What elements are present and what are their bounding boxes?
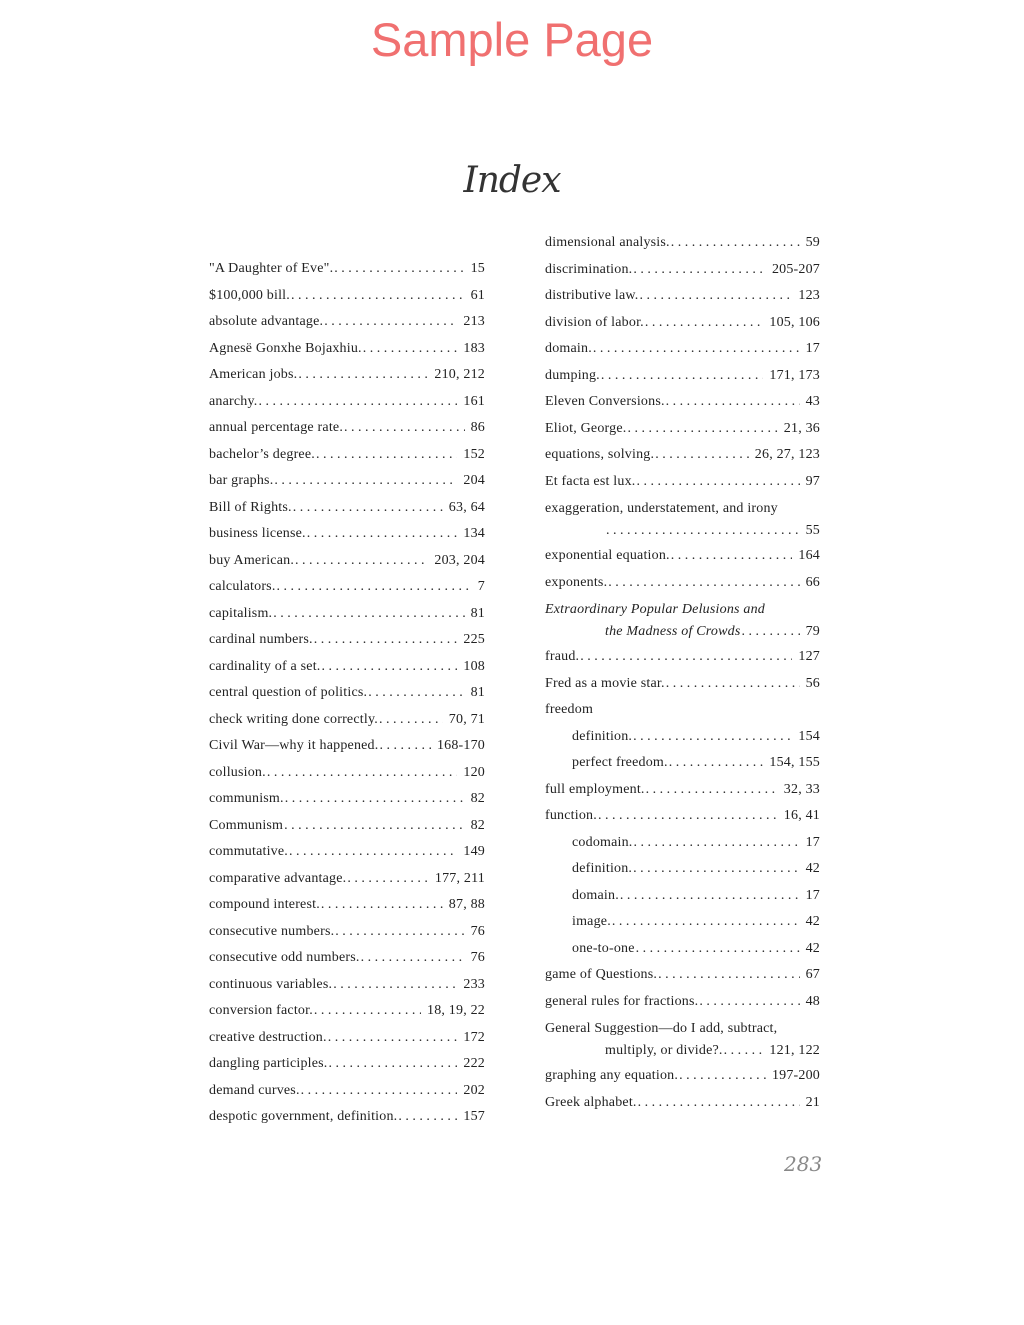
index-entry: American jobs. . . . 210, 212 [209, 362, 485, 389]
index-entry: business license. . . . 134 [209, 521, 485, 548]
sample-page-watermark: Sample Page [370, 13, 654, 66]
index-entry-exponents: exponents. . . . 66 [545, 570, 820, 597]
index-entry: commutative. . . . 149 [209, 839, 485, 866]
index-entry: bachelor’s degree. . . . 152 [209, 442, 485, 469]
index-subentry-image: image. . . . 42 [545, 909, 820, 936]
index-right-column [545, 230, 820, 1116]
index-entry: buy American. . . . 203, 204 [209, 548, 485, 575]
index-entry: Agnesë Gonxhe Bojaxhiu. . . . 183 [209, 336, 485, 363]
index-entry: compound interest. . . . 87, 88 [209, 892, 485, 919]
index-entry-et-facta-est-lux: Et facta est lux. . . . 97 [545, 469, 820, 496]
index-subentry-function-definition: definition. . . . 42 [545, 856, 820, 883]
index-subentry-one-to-one: one-to-one . . . 42 [545, 936, 820, 963]
index-entry: absolute advantage. . . . 213 [209, 309, 485, 336]
index-entry-general-rules-fractions: general rules for fractions. . . . 48 [545, 989, 820, 1016]
index-entry: demand curves. . . . 202 [209, 1078, 485, 1105]
index-entry-dimensional-analysis: dimensional analysis. . . . 59 [545, 230, 820, 257]
index-entry: Civil War—why it happened. . . . 168-170 [209, 733, 485, 760]
index-subentry-codomain: codomain. . . . 17 [545, 830, 820, 857]
index-entry: comparative advantage. . . . 177, 211 [209, 866, 485, 893]
index-left-column [209, 256, 485, 1131]
index-subentry-function-domain: domain. . . . 17 [545, 883, 820, 910]
index-entry: creative destruction. . . . 172 [209, 1025, 485, 1052]
index-title: Index [463, 160, 561, 201]
index-entry-fred-movie-star: Fred as a movie star. . . . 56 [545, 671, 820, 698]
index-entry-graphing-any-equation: graphing any equation. . . . 197-200 [545, 1063, 820, 1090]
index-entry-general-suggestion-continued: multiply, or divide?. . . . 121, 122 [545, 1039, 820, 1063]
index-entry: communism. . . . 82 [209, 786, 485, 813]
index-entry-function: function. . . . 16, 41 [545, 803, 820, 830]
index-entry-freedom: freedom [545, 702, 594, 717]
index-entry: continuous variables. . . . 233 [209, 972, 485, 999]
index-entry-eleven-conversions: Eleven Conversions. . . . 43 [545, 389, 820, 416]
index-entry: Communism . . . 82 [209, 813, 485, 840]
page-number: 283 [784, 1152, 823, 1176]
index-entry: check writing done correctly. . . . 70, 71 [209, 707, 485, 734]
index-subentry-perfect-freedom: perfect freedom. . . . 154, 155 [545, 750, 820, 777]
index-entry-exaggeration-pages: . . . 55 [545, 519, 820, 543]
index-entry: calculators. . . . 7 [209, 574, 485, 601]
index-entry-exponential-equation: exponential equation. . . . 164 [545, 543, 820, 570]
index-entry-equations-solving: equations, solving. . . . 26, 27, 123 [545, 442, 820, 469]
index-entry: despotic government, definition. . . . 157 [209, 1104, 485, 1131]
index-entry-domain: domain. . . . 17 [545, 336, 820, 363]
index-entry-game-of-questions: game of Questions. . . . 67 [545, 962, 820, 989]
index-entry: cardinality of a set. . . . 108 [209, 654, 485, 681]
index-entry-extraordinary-continued: the Madness of Crowds . . . 79 [545, 620, 820, 644]
index-entry: Bill of Rights. . . . 63, 64 [209, 495, 485, 522]
index-entry: cardinal numbers. . . . 225 [209, 627, 485, 654]
index-entry: consecutive odd numbers. . . . 76 [209, 945, 485, 972]
index-entry-full-employment: full employment. . . . 32, 33 [545, 777, 820, 804]
index-subentry-freedom-definition: definition. . . . 154 [545, 724, 820, 751]
index-entry: collusion. . . . 120 [209, 760, 485, 787]
index-entry-eliot-george: Eliot, George. . . . 21, 36 [545, 416, 820, 443]
index-entry-general-suggestion: General Suggestion—do I add, subtract, [545, 1021, 778, 1036]
index-entry: dangling participles. . . . 222 [209, 1051, 485, 1078]
index-entry: $100,000 bill. . . . 61 [209, 283, 485, 310]
index-entry-division-of-labor: division of labor. . . . 105, 106 [545, 310, 820, 337]
index-entry-extraordinary-popular-delusions: Extraordinary Popular Delusions and [545, 602, 765, 617]
index-entry-distributive-law: distributive law. . . . 123 [545, 283, 820, 310]
index-entry: anarchy. . . . 161 [209, 389, 485, 416]
index-entry: conversion factor. . . . 18, 19, 22 [209, 998, 485, 1025]
index-entry: bar graphs. . . . 204 [209, 468, 485, 495]
index-entry: "A Daughter of Eve". . . . 15 [209, 256, 485, 283]
index-entry-discrimination: discrimination. . . . 205-207 [545, 257, 820, 284]
index-entry: annual percentage rate. . . . 86 [209, 415, 485, 442]
index-entry: central question of politics. . . . 81 [209, 680, 485, 707]
index-entry: consecutive numbers. . . . 76 [209, 919, 485, 946]
index-entry-fraud: fraud. . . . 127 [545, 644, 820, 671]
index-entry-exaggeration: exaggeration, understatement, and irony [545, 501, 778, 516]
index-entry-greek-alphabet: Greek alphabet. . . . 21 [545, 1090, 820, 1117]
index-entry: capitalism. . . . 81 [209, 601, 485, 628]
index-entry-dumping: dumping. . . . 171, 173 [545, 363, 820, 390]
